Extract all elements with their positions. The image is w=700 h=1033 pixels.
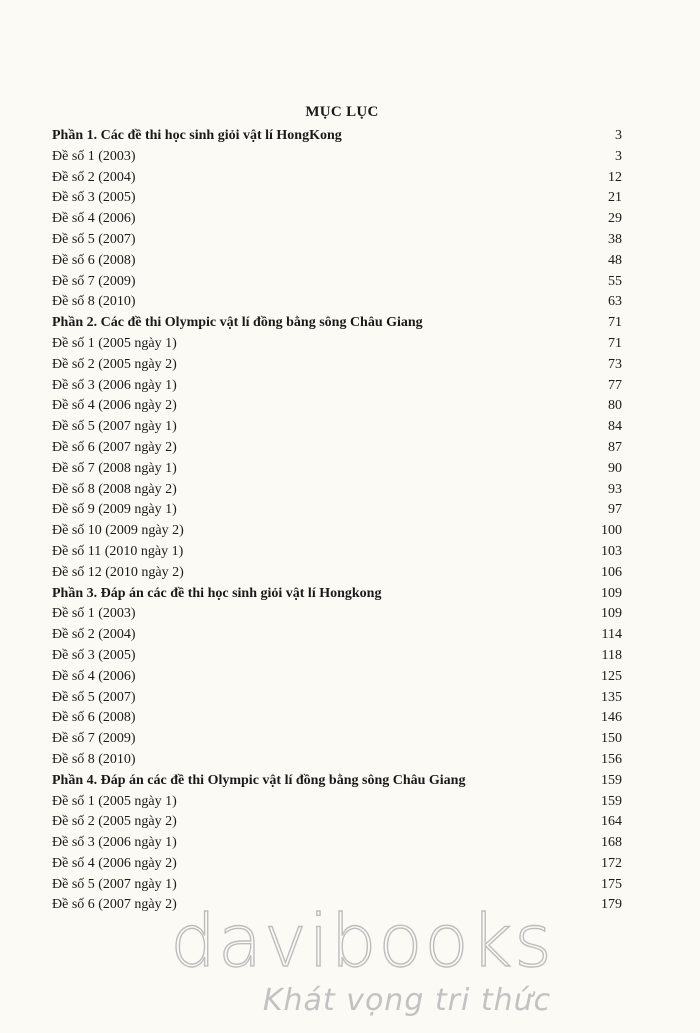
toc-entry-page: 84 (608, 419, 622, 435)
toc-entry-page: 164 (601, 814, 622, 830)
toc-entry-page: 38 (608, 231, 622, 247)
toc-entry-label: Đề số 11 (2010 ngày 1) (52, 543, 184, 559)
toc-entry-page: 48 (608, 252, 622, 268)
toc-entry (52, 438, 622, 459)
toc-entry-page: 3 (615, 148, 622, 164)
toc-entry-page: 159 (601, 793, 622, 809)
toc-entry-page: 73 (608, 356, 622, 372)
toc-entry-label: Đề số 1 (2003) (52, 606, 136, 622)
toc-entry-page: 109 (601, 585, 622, 601)
toc-entry-page: 3 (615, 128, 622, 143)
toc-entry (52, 625, 622, 646)
toc-entry (52, 209, 622, 230)
toc-entry-label: Đề số 7 (2008 ngày 1) (52, 460, 177, 476)
toc-entry-page: 106 (601, 564, 622, 580)
toc-entry-label: Đề số 5 (2007) (52, 689, 136, 705)
toc-entry-page: 150 (601, 731, 622, 747)
toc-section-entry (52, 126, 622, 147)
toc-entry-label: Phần 2. Các đề thi Olympic vật lí đồng bằng sông Châu Giang (52, 315, 423, 331)
toc-entry (52, 272, 622, 293)
toc-entry-label: Đề số 7 (2009) (52, 731, 136, 747)
toc-entry (52, 604, 622, 625)
toc-entry-page: 100 (601, 523, 622, 539)
toc-entry-page: 179 (601, 897, 622, 913)
toc-entry (52, 833, 622, 854)
toc-entry-page: 87 (608, 439, 622, 455)
toc-entry (52, 563, 622, 584)
toc-section-entry (52, 771, 622, 792)
toc-entry (52, 667, 622, 688)
toc-entry (52, 646, 622, 667)
toc-entry-page: 135 (601, 689, 622, 705)
toc-entry (52, 729, 622, 750)
toc-entry-page: 29 (608, 211, 622, 227)
toc-entry (52, 854, 622, 875)
toc-entry-label: Phần 1. Các đề thi học sinh giỏi vật lí HongKong (52, 128, 342, 143)
toc-entry-label: Đề số 6 (2007 ngày 2) (52, 439, 177, 455)
toc-entry-page: 118 (601, 647, 622, 663)
toc-entry-page: 12 (608, 169, 622, 185)
toc-entry-label: Đề số 3 (2005) (52, 647, 136, 663)
toc-entry-label: Đề số 10 (2009 ngày 2) (52, 523, 184, 539)
toc-entry (52, 417, 622, 438)
toc-entry-page: 168 (601, 835, 622, 851)
toc-entry-label: Đề số 8 (2010) (52, 751, 136, 767)
toc-entry-label: Đề số 5 (2007 ngày 1) (52, 419, 177, 435)
toc-entry-page: 175 (601, 876, 622, 892)
toc-entry-label: Đề số 8 (2010) (52, 294, 136, 310)
toc-entry-page: 80 (608, 398, 622, 414)
watermark (0, 895, 684, 1018)
toc-entry-label: Đề số 8 (2008 ngày 2) (52, 481, 177, 497)
toc-entry-page: 90 (608, 460, 622, 476)
toc-entry-label: Phần 3. Đáp án các đề thi học sinh giỏi vật lí Hongkong (52, 585, 382, 601)
toc-section-entry (52, 313, 622, 334)
toc-entry (52, 334, 622, 355)
toc-entry-label: Đề số 12 (2010 ngày 2) (52, 564, 184, 580)
toc-entry-label: Đề số 5 (2007) (52, 231, 136, 247)
toc-entry (52, 480, 622, 501)
toc-entry-label: Đề số 3 (2006 ngày 1) (52, 835, 177, 851)
table-of-contents (52, 126, 622, 916)
toc-entry-label: Đề số 2 (2004) (52, 169, 136, 185)
watermark-tagline: Khát vọng tri thức (262, 983, 552, 1018)
toc-entry (52, 168, 622, 189)
toc-entry-label: Đề số 4 (2006 ngày 2) (52, 855, 177, 871)
toc-entry (52, 812, 622, 833)
toc-entry-label: Đề số 1 (2003) (52, 148, 136, 164)
toc-entry-page: 21 (608, 190, 622, 206)
toc-entry-label: Đề số 2 (2005 ngày 2) (52, 356, 177, 372)
toc-entry (52, 750, 622, 771)
toc-entry-label: Đề số 6 (2008) (52, 710, 136, 726)
toc-entry (52, 688, 622, 709)
toc-entry-label: Đề số 4 (2006) (52, 668, 136, 684)
toc-entry-label: Đề số 6 (2007 ngày 2) (52, 897, 177, 913)
toc-entry-page: 109 (601, 606, 622, 622)
toc-entry (52, 500, 622, 521)
toc-entry (52, 708, 622, 729)
toc-entry-label: Phần 4. Đáp án các đề thi Olympic vật lí đồng bằng sông Châu Giang (52, 772, 466, 788)
toc-entry (52, 521, 622, 542)
page-title: MỤC LỤC (305, 104, 379, 120)
toc-entry-label: Đề số 4 (2006) (52, 211, 136, 227)
toc-entry-label: Đề số 3 (2005) (52, 190, 136, 206)
toc-entry-page: 77 (608, 377, 622, 393)
toc-entry-label: Đề số 5 (2007 ngày 1) (52, 876, 177, 892)
toc-entry-page: 146 (601, 710, 622, 726)
toc-entry-label: Đề số 2 (2004) (52, 627, 136, 643)
toc-entry (52, 188, 622, 209)
toc-entry (52, 147, 622, 168)
toc-entry-label: Đề số 6 (2008) (52, 252, 136, 268)
toc-entry-page: 114 (601, 627, 622, 643)
toc-entry-page: 125 (601, 668, 622, 684)
toc-entry-page: 71 (608, 315, 622, 331)
toc-entry-label: Đề số 1 (2005 ngày 1) (52, 793, 177, 809)
toc-entry-label: Đề số 4 (2006 ngày 2) (52, 398, 177, 414)
toc-entry-label: Đề số 9 (2009 ngày 1) (52, 502, 177, 518)
toc-entry (52, 292, 622, 313)
toc-entry-page: 159 (601, 772, 622, 788)
toc-entry-page: 172 (601, 855, 622, 871)
toc-entry-label: Đề số 1 (2005 ngày 1) (52, 335, 177, 351)
toc-entry (52, 251, 622, 272)
toc-entry-page: 93 (608, 481, 622, 497)
toc-entry-label: Đề số 7 (2009) (52, 273, 136, 289)
toc-section-entry (52, 584, 622, 605)
toc-entry-page: 55 (608, 273, 622, 289)
toc-entry (52, 792, 622, 813)
toc-entry-label: Đề số 3 (2006 ngày 1) (52, 377, 177, 393)
toc-entry (52, 355, 622, 376)
toc-entry-page: 71 (608, 335, 622, 351)
toc-entry (52, 459, 622, 480)
watermark-brand: davibooks (170, 899, 554, 983)
toc-entry (52, 230, 622, 251)
toc-entry-page: 97 (608, 502, 622, 518)
toc-entry (52, 396, 622, 417)
toc-entry (52, 542, 622, 563)
toc-entry (52, 875, 622, 896)
toc-entry (52, 376, 622, 397)
toc-entry-page: 63 (608, 294, 622, 310)
toc-entry-page: 103 (601, 543, 622, 559)
toc-entry-label: Đề số 2 (2005 ngày 2) (52, 814, 177, 830)
toc-entry-page: 156 (601, 751, 622, 767)
